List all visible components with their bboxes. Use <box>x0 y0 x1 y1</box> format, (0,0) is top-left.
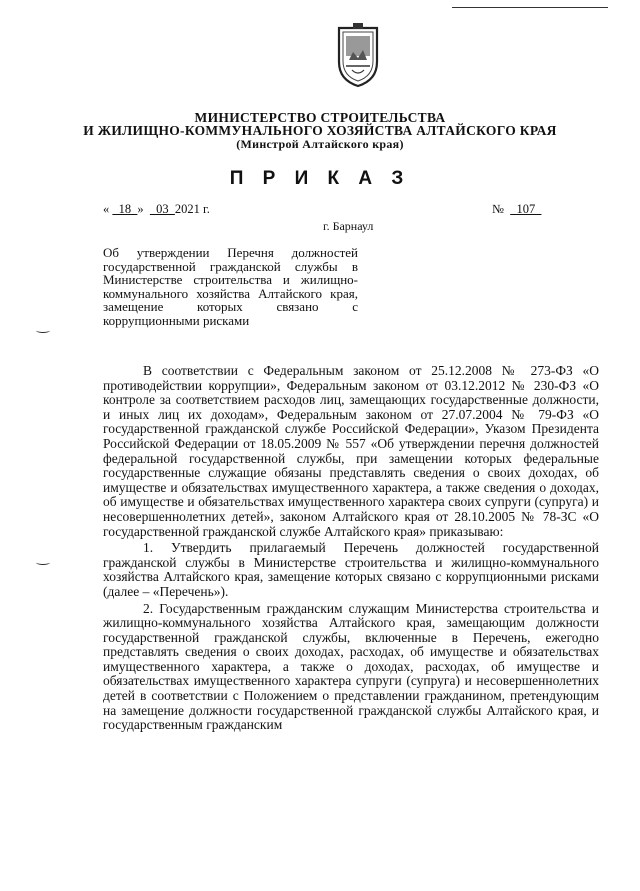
date-day: 18 <box>112 202 138 216</box>
document-title: П Р И К А З <box>229 168 411 189</box>
body-paragraph-1: 1. Утвердить прилагаемый Перечень должностей государственной гражданской службы в Министерстве строительства и жилищно-коммунального хозяйства Алтайского края, замещение которых связано с коррупционными рисками (далее – «Перечень»). <box>103 540 599 599</box>
date-open: « <box>103 202 113 216</box>
ministry-name-line1: МИНИСТЕРСТВО СТРОИТЕЛЬСТВА <box>194 110 446 125</box>
date-month: 03 <box>149 202 175 216</box>
top-rule <box>452 7 608 8</box>
order-body <box>103 364 599 733</box>
city: г. Барнаул <box>323 219 374 233</box>
order-subject: Об утверждении Перечня должностей государственной гражданской службы в Министерстве строительства и жилищно-коммунального хозяйства Алтайского края, замещение которых связано с коррупционными рисками <box>103 245 358 328</box>
number-prefix: № <box>492 202 511 216</box>
ministry-name-line2: И ЖИЛИЩНО-КОММУНАЛЬНОГО ХОЗЯЙСТВА АЛТАЙСКОГО КРАЯ <box>83 123 557 138</box>
ministry-short-name: (Минстрой Алтайского края) <box>236 137 404 151</box>
date-year: 2021 г. <box>174 202 210 216</box>
date-mid: » <box>137 202 150 216</box>
margin-mark <box>36 328 50 333</box>
order-number <box>492 202 541 217</box>
body-paragraph-preamble: В соответствии с Федеральным законом от 25.12.2008 № 273-ФЗ «О противодействии коррупции», Федеральным законом от 03.12.2012 № 230-ФЗ «О контроле за соответствием расходов лиц, замещающих государственные должности, и иных лиц их доходам», Федеральным законом от 27.07.2004 № 79-ФЗ «О государственной гражданской службе Российской Федерации», Указом Президента Российской Федерации от 18.05.2009 № 557 «Об утверждении перечня должностей федеральной государственной службы, при замещении которых федеральные государственные служащие обязаны представлять сведения о своих доходах, об имуществе и обязательствах имущественного характера, а также сведения о доходах, об имуществе и обязательствах имущественного характера своих супруги (супруга) и несовершеннолетних детей», законом Алтайского края от 28.10.2005 № 78-ЗС «О государственной гражданской службе Алтайского края» приказываю: <box>103 363 599 539</box>
body-paragraph-2: 2. Государственным гражданским служащим Министерства строительства и жилищно-коммунального хозяйства Алтайского края, замещающим должности государственной гражданской службы, включенные в Перечень, ежегодно представлять сведения о своих доходах, расходах, об имуществе и обязательствах имущественного характера, а также о доходах, расходах, об имуществе и обязательствах имущественного характера супруги (супруга) и несовершеннолетних детей в соответствии с Положением о представлении гражданином, претендующим на замещение должности государственной гражданской службы Алтайского края, и государственным гражданским <box>103 600 599 733</box>
margin-mark <box>36 560 50 565</box>
number-value: 107 <box>510 202 542 216</box>
coat-of-arms-emblem <box>333 22 383 90</box>
order-date <box>103 202 210 217</box>
